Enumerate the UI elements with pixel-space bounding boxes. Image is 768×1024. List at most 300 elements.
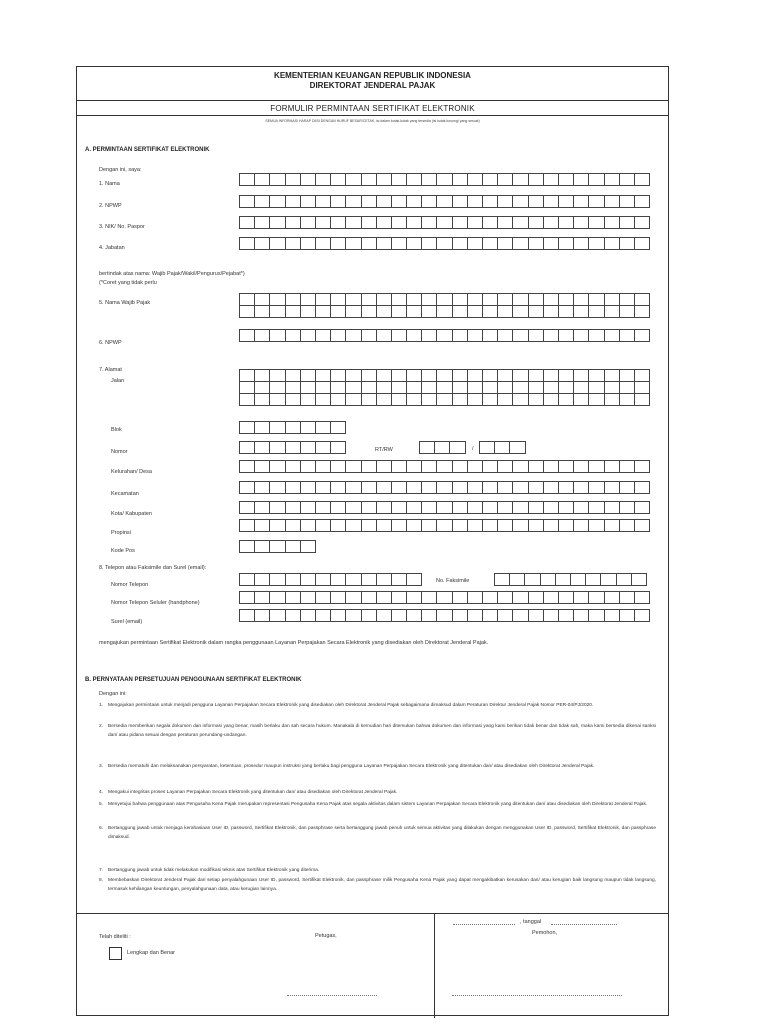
char-box[interactable] xyxy=(482,460,498,473)
char-box[interactable] xyxy=(634,591,650,604)
char-box[interactable] xyxy=(573,609,589,622)
char-box[interactable] xyxy=(421,305,437,318)
char-box[interactable] xyxy=(254,573,270,586)
char-box[interactable] xyxy=(604,609,620,622)
char-box[interactable] xyxy=(619,460,635,473)
char-box[interactable] xyxy=(406,573,422,586)
char-box[interactable] xyxy=(558,216,574,229)
char-box[interactable] xyxy=(300,481,316,494)
char-box[interactable] xyxy=(497,237,513,250)
char-box[interactable] xyxy=(619,591,635,604)
char-box[interactable] xyxy=(573,237,589,250)
char-box[interactable] xyxy=(543,609,559,622)
char-box[interactable] xyxy=(482,173,498,186)
char-box[interactable] xyxy=(345,481,361,494)
char-box[interactable] xyxy=(482,329,498,342)
char-box[interactable] xyxy=(330,609,346,622)
char-box[interactable] xyxy=(300,195,316,208)
char-box[interactable] xyxy=(345,460,361,473)
char-box[interactable] xyxy=(573,519,589,532)
char-box[interactable] xyxy=(239,591,255,604)
char-box[interactable] xyxy=(330,441,346,454)
char-box[interactable] xyxy=(300,540,316,553)
char-box[interactable] xyxy=(467,481,483,494)
char-box[interactable] xyxy=(452,609,468,622)
char-box[interactable] xyxy=(254,195,270,208)
char-box[interactable] xyxy=(604,195,620,208)
char-box[interactable] xyxy=(467,501,483,514)
char-box[interactable] xyxy=(421,216,437,229)
char-box[interactable] xyxy=(467,305,483,318)
char-box[interactable] xyxy=(239,173,255,186)
char-box[interactable] xyxy=(406,216,422,229)
char-box[interactable] xyxy=(361,481,377,494)
char-box[interactable] xyxy=(345,173,361,186)
char-box[interactable] xyxy=(421,237,437,250)
char-box[interactable] xyxy=(285,421,301,434)
char-box[interactable] xyxy=(634,481,650,494)
jalan-boxes[interactable] xyxy=(239,369,650,406)
char-box[interactable] xyxy=(543,329,559,342)
rw-boxes[interactable] xyxy=(479,441,526,454)
char-box[interactable] xyxy=(376,591,392,604)
char-box[interactable] xyxy=(391,173,407,186)
char-box[interactable] xyxy=(467,216,483,229)
seluler-boxes[interactable] xyxy=(239,591,650,604)
char-box[interactable] xyxy=(330,519,346,532)
char-box[interactable] xyxy=(494,441,510,454)
char-box[interactable] xyxy=(604,237,620,250)
char-box[interactable] xyxy=(528,501,544,514)
char-box[interactable] xyxy=(406,460,422,473)
char-box[interactable] xyxy=(588,609,604,622)
char-box[interactable] xyxy=(269,173,285,186)
char-box[interactable] xyxy=(421,591,437,604)
char-box[interactable] xyxy=(285,540,301,553)
char-box[interactable] xyxy=(619,501,635,514)
char-box[interactable] xyxy=(558,393,574,406)
char-box[interactable] xyxy=(391,573,407,586)
char-box[interactable] xyxy=(436,591,452,604)
char-box[interactable] xyxy=(285,305,301,318)
char-box[interactable] xyxy=(467,609,483,622)
char-box[interactable] xyxy=(604,501,620,514)
char-box[interactable] xyxy=(604,173,620,186)
char-box[interactable] xyxy=(604,519,620,532)
char-box[interactable] xyxy=(512,481,528,494)
char-box[interactable] xyxy=(479,441,495,454)
char-box[interactable] xyxy=(452,481,468,494)
char-box[interactable] xyxy=(528,195,544,208)
char-box[interactable] xyxy=(391,237,407,250)
char-box[interactable] xyxy=(494,573,510,586)
char-box[interactable] xyxy=(269,591,285,604)
char-box[interactable] xyxy=(573,460,589,473)
char-box[interactable] xyxy=(512,591,528,604)
char-box[interactable] xyxy=(452,195,468,208)
char-box[interactable] xyxy=(254,609,270,622)
char-box[interactable] xyxy=(573,305,589,318)
nama-wp-boxes[interactable] xyxy=(239,293,650,318)
char-box[interactable] xyxy=(315,195,331,208)
char-box[interactable] xyxy=(634,329,650,342)
char-box[interactable] xyxy=(239,421,255,434)
char-box[interactable] xyxy=(300,329,316,342)
char-box[interactable] xyxy=(436,481,452,494)
char-box[interactable] xyxy=(619,609,635,622)
char-box[interactable] xyxy=(497,305,513,318)
char-box[interactable] xyxy=(482,393,498,406)
char-box[interactable] xyxy=(269,329,285,342)
char-box[interactable] xyxy=(543,305,559,318)
char-box[interactable] xyxy=(315,591,331,604)
char-box[interactable] xyxy=(467,237,483,250)
char-box[interactable] xyxy=(376,329,392,342)
char-box[interactable] xyxy=(315,216,331,229)
char-box[interactable] xyxy=(376,501,392,514)
char-box[interactable] xyxy=(619,519,635,532)
char-box[interactable] xyxy=(269,305,285,318)
char-box[interactable] xyxy=(573,591,589,604)
char-box[interactable] xyxy=(285,609,301,622)
char-box[interactable] xyxy=(619,393,635,406)
char-box[interactable] xyxy=(497,460,513,473)
char-box[interactable] xyxy=(604,393,620,406)
char-box[interactable] xyxy=(285,237,301,250)
char-box[interactable] xyxy=(482,519,498,532)
char-box[interactable] xyxy=(345,237,361,250)
char-box[interactable] xyxy=(361,305,377,318)
char-box[interactable] xyxy=(345,573,361,586)
char-box[interactable] xyxy=(315,573,331,586)
char-box[interactable] xyxy=(452,393,468,406)
char-box[interactable] xyxy=(512,329,528,342)
char-box[interactable] xyxy=(436,460,452,473)
char-box[interactable] xyxy=(588,216,604,229)
char-box[interactable] xyxy=(300,237,316,250)
char-box[interactable] xyxy=(315,609,331,622)
char-box[interactable] xyxy=(300,441,316,454)
char-box[interactable] xyxy=(239,216,255,229)
char-box[interactable] xyxy=(434,441,450,454)
char-box[interactable] xyxy=(376,173,392,186)
char-box[interactable] xyxy=(391,393,407,406)
char-box[interactable] xyxy=(315,329,331,342)
char-box[interactable] xyxy=(543,591,559,604)
char-box[interactable] xyxy=(497,195,513,208)
char-box[interactable] xyxy=(421,609,437,622)
char-box[interactable] xyxy=(573,216,589,229)
char-box[interactable] xyxy=(254,329,270,342)
char-box[interactable] xyxy=(239,305,255,318)
char-box[interactable] xyxy=(452,173,468,186)
char-box[interactable] xyxy=(300,609,316,622)
char-box[interactable] xyxy=(512,173,528,186)
char-box[interactable] xyxy=(452,305,468,318)
char-box[interactable] xyxy=(239,393,255,406)
char-box[interactable] xyxy=(254,519,270,532)
char-box[interactable] xyxy=(239,195,255,208)
char-box[interactable] xyxy=(528,481,544,494)
kecamatan-boxes[interactable] xyxy=(239,481,650,494)
char-box[interactable] xyxy=(436,329,452,342)
char-box[interactable] xyxy=(588,329,604,342)
char-box[interactable] xyxy=(558,329,574,342)
char-box[interactable] xyxy=(528,519,544,532)
char-box[interactable] xyxy=(254,481,270,494)
char-box[interactable] xyxy=(634,609,650,622)
char-box[interactable] xyxy=(452,216,468,229)
npwp-wp-boxes[interactable] xyxy=(239,329,650,342)
char-box[interactable] xyxy=(543,393,559,406)
char-box[interactable] xyxy=(482,609,498,622)
char-box[interactable] xyxy=(528,173,544,186)
char-box[interactable] xyxy=(604,481,620,494)
char-box[interactable] xyxy=(300,460,316,473)
char-box[interactable] xyxy=(497,519,513,532)
char-box[interactable] xyxy=(543,237,559,250)
char-box[interactable] xyxy=(482,216,498,229)
char-box[interactable] xyxy=(619,305,635,318)
char-box[interactable] xyxy=(345,591,361,604)
char-box[interactable] xyxy=(512,237,528,250)
char-box[interactable] xyxy=(376,460,392,473)
char-box[interactable] xyxy=(512,519,528,532)
telepon-boxes[interactable] xyxy=(239,573,422,586)
char-box[interactable] xyxy=(285,195,301,208)
char-box[interactable] xyxy=(543,216,559,229)
char-box[interactable] xyxy=(406,195,422,208)
char-box[interactable] xyxy=(300,216,316,229)
char-box[interactable] xyxy=(376,216,392,229)
char-box[interactable] xyxy=(421,481,437,494)
char-box[interactable] xyxy=(330,237,346,250)
char-box[interactable] xyxy=(588,481,604,494)
char-box[interactable] xyxy=(588,591,604,604)
char-box[interactable] xyxy=(361,237,377,250)
char-box[interactable] xyxy=(421,393,437,406)
char-box[interactable] xyxy=(254,393,270,406)
char-box[interactable] xyxy=(269,540,285,553)
char-box[interactable] xyxy=(619,481,635,494)
char-box[interactable] xyxy=(391,609,407,622)
char-box[interactable] xyxy=(588,393,604,406)
char-box[interactable] xyxy=(239,481,255,494)
char-box[interactable] xyxy=(573,501,589,514)
char-box[interactable] xyxy=(631,573,647,586)
char-box[interactable] xyxy=(604,591,620,604)
char-box[interactable] xyxy=(391,591,407,604)
char-box[interactable] xyxy=(361,195,377,208)
char-box[interactable] xyxy=(573,329,589,342)
char-box[interactable] xyxy=(345,519,361,532)
char-box[interactable] xyxy=(269,573,285,586)
char-box[interactable] xyxy=(570,573,586,586)
char-box[interactable] xyxy=(391,481,407,494)
nomor-boxes[interactable] xyxy=(239,441,346,454)
lengkap-checkbox[interactable] xyxy=(109,947,122,960)
char-box[interactable] xyxy=(406,519,422,532)
char-box[interactable] xyxy=(239,237,255,250)
char-box[interactable] xyxy=(619,173,635,186)
char-box[interactable] xyxy=(588,173,604,186)
char-box[interactable] xyxy=(254,237,270,250)
char-box[interactable] xyxy=(452,329,468,342)
char-box[interactable] xyxy=(269,481,285,494)
char-box[interactable] xyxy=(421,519,437,532)
char-box[interactable] xyxy=(512,609,528,622)
char-box[interactable] xyxy=(543,460,559,473)
char-box[interactable] xyxy=(558,609,574,622)
char-box[interactable] xyxy=(406,609,422,622)
char-box[interactable] xyxy=(361,173,377,186)
char-box[interactable] xyxy=(467,173,483,186)
char-box[interactable] xyxy=(330,195,346,208)
char-box[interactable] xyxy=(543,173,559,186)
char-box[interactable] xyxy=(345,305,361,318)
char-box[interactable] xyxy=(558,501,574,514)
char-box[interactable] xyxy=(330,173,346,186)
char-box[interactable] xyxy=(285,173,301,186)
char-box[interactable] xyxy=(482,195,498,208)
char-box[interactable] xyxy=(300,421,316,434)
char-box[interactable] xyxy=(543,195,559,208)
char-box[interactable] xyxy=(391,216,407,229)
nik-boxes[interactable] xyxy=(239,216,650,229)
char-box[interactable] xyxy=(619,216,635,229)
place-line[interactable] xyxy=(453,923,515,925)
char-box[interactable] xyxy=(239,501,255,514)
char-box[interactable] xyxy=(330,305,346,318)
char-box[interactable] xyxy=(376,573,392,586)
char-box[interactable] xyxy=(436,237,452,250)
char-box[interactable] xyxy=(406,237,422,250)
char-box[interactable] xyxy=(528,305,544,318)
char-box[interactable] xyxy=(558,481,574,494)
char-box[interactable] xyxy=(345,195,361,208)
char-box[interactable] xyxy=(285,329,301,342)
char-box[interactable] xyxy=(588,501,604,514)
char-box[interactable] xyxy=(573,195,589,208)
char-box[interactable] xyxy=(497,481,513,494)
char-box[interactable] xyxy=(543,501,559,514)
char-box[interactable] xyxy=(419,441,435,454)
char-box[interactable] xyxy=(573,393,589,406)
char-box[interactable] xyxy=(555,573,571,586)
char-box[interactable] xyxy=(376,519,392,532)
char-box[interactable] xyxy=(361,573,377,586)
kota-boxes[interactable] xyxy=(239,501,650,514)
char-box[interactable] xyxy=(467,195,483,208)
char-box[interactable] xyxy=(345,393,361,406)
char-box[interactable] xyxy=(436,393,452,406)
char-box[interactable] xyxy=(406,305,422,318)
char-box[interactable] xyxy=(543,519,559,532)
char-box[interactable] xyxy=(512,501,528,514)
char-box[interactable] xyxy=(512,305,528,318)
char-box[interactable] xyxy=(449,441,465,454)
char-box[interactable] xyxy=(558,519,574,532)
nama-boxes[interactable] xyxy=(239,173,650,186)
char-box[interactable] xyxy=(361,329,377,342)
char-box[interactable] xyxy=(330,421,346,434)
char-box[interactable] xyxy=(330,329,346,342)
char-box[interactable] xyxy=(315,393,331,406)
char-box[interactable] xyxy=(300,501,316,514)
char-box[interactable] xyxy=(391,329,407,342)
char-box[interactable] xyxy=(330,573,346,586)
char-box[interactable] xyxy=(512,393,528,406)
char-box[interactable] xyxy=(315,519,331,532)
blok-boxes[interactable] xyxy=(239,421,346,434)
char-box[interactable] xyxy=(452,519,468,532)
char-box[interactable] xyxy=(361,393,377,406)
char-box[interactable] xyxy=(345,216,361,229)
char-box[interactable] xyxy=(315,237,331,250)
char-box[interactable] xyxy=(391,501,407,514)
char-box[interactable] xyxy=(285,216,301,229)
char-box[interactable] xyxy=(619,329,635,342)
char-box[interactable] xyxy=(269,519,285,532)
char-box[interactable] xyxy=(543,481,559,494)
char-box[interactable] xyxy=(239,519,255,532)
char-box[interactable] xyxy=(497,216,513,229)
char-box[interactable] xyxy=(634,216,650,229)
char-box[interactable] xyxy=(436,305,452,318)
char-box[interactable] xyxy=(558,195,574,208)
char-box[interactable] xyxy=(634,501,650,514)
char-box[interactable] xyxy=(482,481,498,494)
char-box[interactable] xyxy=(634,237,650,250)
char-box[interactable] xyxy=(588,519,604,532)
char-box[interactable] xyxy=(269,460,285,473)
char-box[interactable] xyxy=(285,481,301,494)
kelurahan-boxes[interactable] xyxy=(239,460,650,473)
char-box[interactable] xyxy=(254,305,270,318)
char-box[interactable] xyxy=(269,237,285,250)
char-box[interactable] xyxy=(330,481,346,494)
char-box[interactable] xyxy=(436,501,452,514)
char-box[interactable] xyxy=(330,393,346,406)
char-box[interactable] xyxy=(497,609,513,622)
char-box[interactable] xyxy=(436,609,452,622)
char-box[interactable] xyxy=(239,441,255,454)
char-box[interactable] xyxy=(452,237,468,250)
char-box[interactable] xyxy=(361,591,377,604)
char-box[interactable] xyxy=(376,237,392,250)
char-box[interactable] xyxy=(254,591,270,604)
char-box[interactable] xyxy=(239,573,255,586)
char-box[interactable] xyxy=(524,573,540,586)
char-box[interactable] xyxy=(285,441,301,454)
char-box[interactable] xyxy=(406,501,422,514)
char-box[interactable] xyxy=(315,460,331,473)
char-box[interactable] xyxy=(315,501,331,514)
char-box[interactable] xyxy=(558,237,574,250)
char-box[interactable] xyxy=(482,237,498,250)
char-box[interactable] xyxy=(376,305,392,318)
char-box[interactable] xyxy=(467,460,483,473)
char-box[interactable] xyxy=(634,460,650,473)
char-box[interactable] xyxy=(619,195,635,208)
char-box[interactable] xyxy=(604,216,620,229)
char-box[interactable] xyxy=(406,591,422,604)
char-box[interactable] xyxy=(573,481,589,494)
char-box[interactable] xyxy=(421,195,437,208)
char-box[interactable] xyxy=(497,591,513,604)
char-box[interactable] xyxy=(604,329,620,342)
char-box[interactable] xyxy=(619,237,635,250)
